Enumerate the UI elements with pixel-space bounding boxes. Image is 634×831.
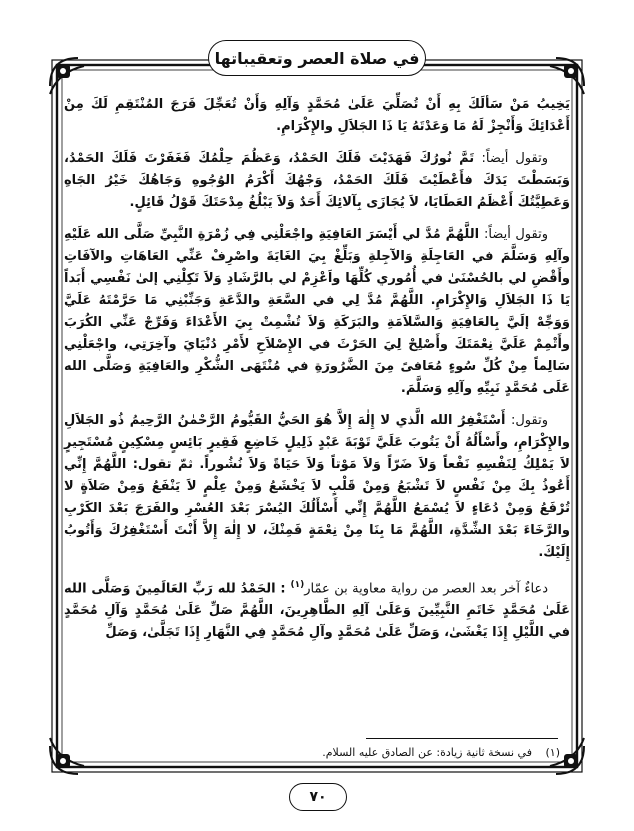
- paragraph-lead: دعاءٌ آخر بعد العصر من رواية معاوية بن عمّار: [304, 581, 548, 597]
- paragraph-1: [64, 94, 570, 138]
- chapter-title: [208, 40, 426, 76]
- paragraph-text: يَخِيبُ مَنْ سَألَكَ بِهِ أَنْ تُصَلِّيَ عَلَىٰ مُحَمَّدٍ وَآلِهِ وَأَنْ تُعَجِّلَ فَرَجَ المُنْتَقِمِ لَكَ مِنْ أَعْدَائِكَ وَأَنْجِزْ لَهُ مَا وَعَدْتَهُ يَا ذَا الجَلاَلِ والإِكْرَامِ.: [64, 97, 570, 134]
- paragraph-5: [64, 574, 570, 644]
- footnote-mark: (١): [545, 746, 560, 759]
- footnote-reference[interactable]: (١): [290, 580, 305, 590]
- page-body: [64, 94, 570, 654]
- paragraph-lead: وتقول أيضاً:: [483, 227, 548, 242]
- footnote: [150, 746, 560, 759]
- paragraph-lead: وتقول أيضاً:: [481, 151, 548, 166]
- page-number-text: ٧٠: [309, 789, 327, 805]
- paragraph-lead: وتقول:: [510, 413, 548, 428]
- footnote-separator: [366, 738, 558, 739]
- paragraph-3: [64, 224, 570, 400]
- chapter-title-text: في صلاة العصر وتعقيباتها: [214, 48, 420, 68]
- paragraph-text: اللَّهُمَّ مُدَّ لي أَيْسَرَ العَافِيَةِ واجْعَلْنِي فِي زُمْرَةِ النَّبِيِّ صَلَّى الله عَلَيْهِ وآلِهِ وَسَلَّمَ في العَاجِلَةِ وَالآجِلةِ وَبَلِّغْ بِيَ الغَايَةَ واصْرِفْ عَنِّي العَاهَاتِ والآفَاتِ وأَقْضِ لي بالحُسْنَىٰ في أُمُوري كُلِّهَا واَعْزِمْ لي بالرَّشَادِ وَلاَ تَكِلْنِي إلىٰ نَفْسِي أَبَداً يَا ذَا الجَلاَلِ وَالإِكْرَامِ. اللَّهُمَّ مُدَّ لِي في السَّعَةِ والدَّعَةِ وَجَنِّبْنِي مَا حَرَّمْتَهُ عَلَيَّ وَوَجِّهْ إلَيَّ بِالعَافِيَةِ وَالسَّلاَمَةِ والبَرَكَةِ وَلاَ تُشْمِتْ بِيَ الأَعْدَاءَ وَفَرِّجْ عَنِّي الكُرَبَ وأَتْمِمْ عَلَيَّ نِعْمَتَكَ وأَصْلِحْ لِيَ الحَرْثَ في الإِصْلاَحِ لأَمْرِ دُنْيَايَ وآخِرَتِي، واجْعَلْنِي سَالِماً مِنْ كُلِّ سُوءٍ مُعَافىً مِنَ الضَّرُورَةِ في مُنْتَهَى الشُّكْرِ والعَافِيَةِ وَصَلَّى الله عَلَى مُحَمَّدٍ نَبِيِّهِ وآلِهِ وَسَلَّمَ.: [64, 227, 570, 396]
- page-number: [289, 783, 347, 811]
- footnote-text: في نسخة ثانية زيادة: عن الصادق عليه السلام.: [322, 746, 532, 759]
- paragraph-2: [64, 148, 570, 214]
- paragraph-text: أَسْتَغْفِرُ الله الَّذي لا إِلٰهَ إِلاَّ هُوَ الحَيُّ القَيُّومُ الرَّحْمٰنُ الرَّحِيمُ ذُو الجَلاَلِ والإِكْرَامِ، وأَسْأَلُهُ أَنْ يَتُوبَ عَلَيَّ تَوْبَةَ عَبْدٍ ذَلِيلٍ خَاضِعٍ فَقِيرٍ بَائِسٍ مِسْكِينٍ مُسْتَجِيرٍ لاَ يَمْلِكُ لِنَفْسِهِ نَفْعاً وَلاَ ضَرّاً وَلاَ مَوْتاً وَلاَ حَيَاةً وَلاَ نُشُوراً. ثمّ تقول: اللَّهُمَّ إِنِّي أَعُوذُ بِكَ مِنْ نَفْسٍ لاَ تَشْبَعُ وَمِنْ قَلْبٍ لاَ يَخْشَعُ وَمِنْ عِلْمٍ لاَ يَنْفَعُ وَمِنْ صَلاَةٍ لا تُرْفَعُ وَمِنْ دُعَاءٍ لاَ يُسْمَعُ اللَّهُمَّ إِنِّي أَسْأَلُكَ اليُسْرَ بَعْدَ العُسْرِ والفَرَجَ بَعْدَ الكَرْبِ والرَّخَاءَ بَعْدَ الشِّدَّةِ، اللَّهُمَّ مَا بِنَا مِنْ نِعْمَةٍ فَمِنْكَ، لا إِلٰهَ إِلاَّ أَنْتَ أَسْتَغْفِرُكَ وَأَتُوبُ إِلَيْكَ.: [64, 413, 570, 560]
- paragraph-text: تَمَّ نُورُكَ فَهَدَيْتَ فَلَكَ الحَمْدُ، وَعَظُمَ حِلْمُكَ فَغَفَرْتَ فَلَكَ الحَمْدُ، وَبَسَطْتَ يَدَكَ فأَعْطَيْتَ فَلَكَ الحَمْدُ، وَجْهُكَ أَكْرَمُ الوُجُوهِ وَجَاهُكَ خَيْرُ الجَاهِ وَعَطِيَّتُكَ أَعْظَمُ العَطَايَا، لاَ يُجَازَى بِآلائِكَ أَحَدٌ وَلاَ يَبْلُغُ مِدْحَتَكَ قَوْلُ قَائِلٍ.: [64, 151, 570, 210]
- paragraph-4: [64, 410, 570, 564]
- paragraph-text: : الحَمْدُ لله رَبِّ العَالَمِينَ وَصَلَّى الله عَلَىٰ مُحَمَّدٍ خَاتَمِ النَّبِيِّينَ وَعَلَىٰ آلِهِ الطَّاهِرِينَ، اللَّهُمَّ صَلِّ عَلَىٰ مُحَمَّدٍ وَآلِ مُحَمَّدٍ في اللَّيْلِ إِذَا يَغْشَىٰ، وَصَلِّ عَلَىٰ مُحَمَّدٍ وآلِ مُحَمَّدٍ فِي النَّهَارِ إِذَا تَجَلَّىٰ، وَصَلِّ: [64, 581, 570, 641]
